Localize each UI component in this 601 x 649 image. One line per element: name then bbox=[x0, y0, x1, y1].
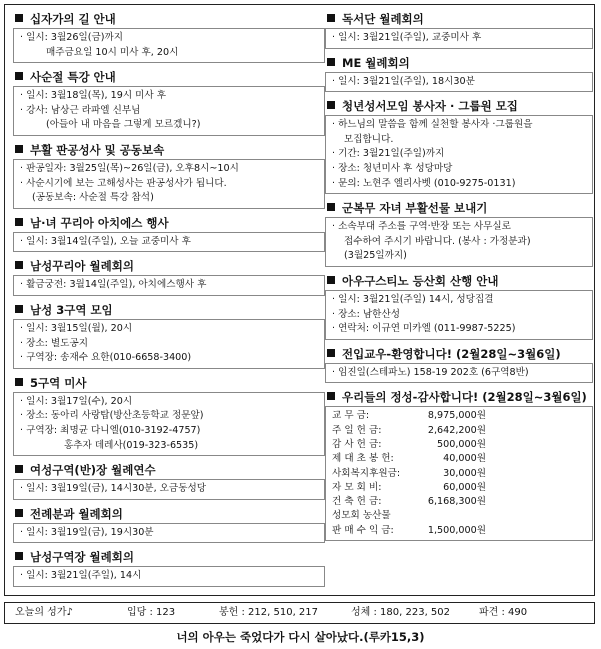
notice-section bbox=[325, 273, 593, 340]
notice-section bbox=[325, 98, 593, 194]
section-title bbox=[325, 98, 593, 115]
section-title bbox=[13, 69, 325, 86]
offering-label: 판 매 수 익 금: bbox=[332, 524, 394, 536]
notice-section bbox=[13, 11, 325, 63]
offering-amount: 500,000원 bbox=[437, 438, 486, 450]
offering-amount: 2,642,200원 bbox=[427, 424, 486, 436]
section-detail-box bbox=[13, 159, 325, 209]
section-title-text: 여성구역(반)장 월례연수 bbox=[30, 463, 156, 478]
section-title bbox=[325, 273, 593, 290]
section-title bbox=[325, 389, 593, 406]
offering-row bbox=[332, 509, 486, 523]
offering-row bbox=[332, 524, 486, 538]
notice-section bbox=[13, 302, 325, 369]
detail-line: · 문의: 노현주 엘리사벳 (010-9275-0131) bbox=[332, 177, 516, 189]
section-detail-box bbox=[13, 28, 325, 63]
detail-line: · 일시: 3월21일(주일), 14시 bbox=[20, 570, 142, 582]
detail-line: · 사순시기에 보는 고해성사는 판공성사가 됩니다. bbox=[20, 177, 227, 189]
notice-section bbox=[13, 375, 325, 456]
offering-amount: 40,000원 bbox=[443, 453, 486, 465]
square-bullet-icon bbox=[15, 145, 23, 153]
offering-amount: 1,500,000원 bbox=[427, 524, 486, 536]
section-title bbox=[13, 142, 325, 159]
detail-line: · 일시: 3월17일(수), 20시 bbox=[20, 395, 133, 407]
section-title bbox=[325, 200, 593, 217]
notice-section bbox=[13, 215, 325, 253]
section-title-text: 아우구스티노 등산회 산행 안내 bbox=[342, 273, 499, 288]
section-detail-box bbox=[325, 363, 593, 384]
detail-line: · 일시: 3월19일(금), 14시30분, 오금동성당 bbox=[20, 483, 207, 495]
offering-label: 자 모 회 비: bbox=[332, 481, 382, 493]
section-detail-box bbox=[13, 232, 325, 253]
detail-line: 매주금요일 10시 미사 후, 20시 bbox=[46, 46, 179, 58]
detail-line: · 장소: 청년미사 후 성당마당 bbox=[332, 162, 453, 174]
notice-section bbox=[13, 549, 325, 587]
square-bullet-icon bbox=[15, 72, 23, 80]
section-title bbox=[13, 302, 325, 319]
square-bullet-icon bbox=[15, 261, 23, 269]
notice-section bbox=[325, 346, 593, 384]
detail-line: · 연락처: 이규연 미카엘 (011-9987-5225) bbox=[332, 323, 516, 335]
section-detail-box bbox=[325, 290, 593, 340]
detail-line: · 소속부대 주소를 구역·반장 또는 사무실로 bbox=[332, 221, 511, 233]
section-title-text: 부활 판공성사 및 공동보속 bbox=[30, 142, 165, 157]
section-title-text: 남성 3구역 모임 bbox=[30, 302, 113, 317]
detail-line: · 장소: 동아리 사랑탑(방산초등학교 정문앞) bbox=[20, 410, 204, 422]
detail-line: · 구역장: 최명균 다니엘(010-3192-4757) bbox=[20, 424, 201, 436]
square-bullet-icon bbox=[327, 392, 335, 400]
section-detail-box bbox=[325, 406, 593, 541]
notice-section bbox=[325, 11, 593, 49]
section-detail-box bbox=[13, 566, 325, 587]
section-detail-box bbox=[325, 72, 593, 93]
offering-amount: 8,975,000원 bbox=[427, 410, 486, 422]
section-detail-box bbox=[13, 275, 325, 296]
offering-table bbox=[332, 409, 486, 538]
detail-line: 모집합니다. bbox=[344, 133, 394, 145]
square-bullet-icon bbox=[327, 58, 335, 66]
detail-line: (3월25일까지) bbox=[344, 250, 407, 262]
section-detail-box bbox=[13, 479, 325, 500]
offering-row bbox=[332, 438, 486, 452]
detail-line: 접수하여 주시기 바랍니다. (봉사 : 가정분과) bbox=[344, 235, 531, 247]
section-title bbox=[13, 462, 325, 479]
detail-line: · 일시: 3월21일(주일), 18시30분 bbox=[332, 75, 475, 87]
detail-line: · 일시: 3월19일(금), 19시30분 bbox=[20, 526, 154, 538]
detail-line: (공동보속: 사순절 특강 참석) bbox=[32, 192, 154, 204]
offering-label: 감 사 헌 금: bbox=[332, 438, 382, 450]
detail-line: · 일시: 3월15일(월), 20시 bbox=[20, 322, 133, 334]
detail-line: · 장소: 별도공지 bbox=[20, 337, 88, 349]
section-title-text: 군복무 자녀 부활선물 보내기 bbox=[342, 201, 488, 216]
section-detail-box bbox=[13, 319, 325, 369]
section-title bbox=[325, 346, 593, 363]
square-bullet-icon bbox=[327, 203, 335, 211]
offering-row bbox=[332, 481, 486, 495]
section-detail-box bbox=[13, 523, 325, 544]
section-title-text: 전입교우-환영합니다! (2월28일~3월6일) bbox=[342, 346, 561, 361]
hymn-entrance: 입당 : 123 bbox=[127, 607, 176, 618]
detail-line: 홍추자 데레사(019-323-6535) bbox=[64, 439, 199, 451]
notice-section bbox=[325, 55, 593, 93]
notice-section bbox=[13, 142, 325, 209]
hymn-label: 오늘의 성가♪ bbox=[15, 607, 73, 618]
square-bullet-icon bbox=[15, 305, 23, 313]
section-title-text: 사순절 특강 안내 bbox=[30, 70, 116, 85]
hymn-communion: 성체 : 180, 223, 502 bbox=[351, 607, 451, 618]
section-title-text: 우리들의 정성-감사합니다! (2월28일~3월6일) bbox=[342, 390, 587, 405]
notice-section bbox=[13, 258, 325, 296]
section-detail-box bbox=[13, 86, 325, 136]
offering-amount: 6,168,300원 bbox=[427, 496, 486, 508]
detail-line: · 일시: 3월14일(주일), 오늘 교중미사 후 bbox=[20, 235, 191, 247]
notice-section bbox=[13, 506, 325, 544]
hymn-recessional: 파견 : 490 bbox=[479, 607, 528, 618]
notice-section bbox=[325, 200, 593, 267]
section-title-text: 십자가의 길 안내 bbox=[30, 12, 116, 26]
notice-section bbox=[13, 69, 325, 136]
section-title-text: 전례분과 월례회의 bbox=[30, 506, 123, 521]
detail-line: · 일시: 3월18일(목), 19시 미사 후 bbox=[20, 90, 166, 102]
detail-line: · 일시: 3월21일(주일) 14시, 성당집결 bbox=[332, 293, 494, 305]
offering-row bbox=[332, 467, 486, 481]
section-title bbox=[13, 375, 325, 392]
bible-verse: 너의 아우는 죽었다가 다시 살아났다.(루카15,3) bbox=[176, 630, 425, 644]
detail-line: · 하느님의 말씀을 함께 실천할 봉사자 ·그룹원을 bbox=[332, 119, 533, 131]
square-bullet-icon bbox=[327, 276, 335, 284]
detail-line: · 구역장: 송재수 요한(010-6658-3400) bbox=[20, 352, 192, 364]
square-bullet-icon bbox=[15, 378, 23, 386]
detail-line: · 임진일(스테파노) 158-19 202호 (6구역8반) bbox=[332, 366, 529, 378]
detail-line: · 일시: 3월26일(금)까지 bbox=[20, 32, 124, 43]
section-title bbox=[13, 11, 325, 28]
detail-line: · 장소: 남한산성 bbox=[332, 308, 400, 320]
left-column bbox=[13, 11, 325, 593]
detail-line: · 판공일자: 3월25일(목)~26일(금), 오후8시~10시 bbox=[20, 162, 239, 174]
section-detail-box bbox=[13, 392, 325, 456]
section-title bbox=[13, 215, 325, 232]
offering-row bbox=[332, 452, 486, 466]
offering-label: 제 대 초 봉 헌: bbox=[332, 453, 394, 465]
section-detail-box bbox=[325, 217, 593, 267]
square-bullet-icon bbox=[15, 218, 23, 226]
section-title-text: 남·녀 꾸리아 아치에스 행사 bbox=[30, 215, 169, 230]
section-title bbox=[325, 55, 593, 72]
offering-amount: 60,000원 bbox=[443, 481, 486, 493]
offering-row bbox=[332, 495, 486, 509]
section-title bbox=[13, 258, 325, 275]
section-title-text: 남성구역장 월례회의 bbox=[30, 550, 134, 565]
detail-line: · 일시: 3월21일(주일), 교중미사 후 bbox=[332, 32, 482, 43]
square-bullet-icon bbox=[327, 349, 335, 357]
notice-board bbox=[4, 4, 595, 596]
detail-line: · 활금궁전: 3월14일(주일), 아치에스행사 후 bbox=[20, 279, 207, 291]
right-column bbox=[325, 11, 593, 547]
square-bullet-icon bbox=[327, 101, 335, 109]
section-title-text: ME 월례회의 bbox=[342, 55, 410, 70]
offering-amount bbox=[410, 509, 486, 523]
detail-line: (아들아 내 마음을 그렇게 모르겠니?) bbox=[46, 119, 201, 131]
hymn-offertory: 봉헌 : 212, 510, 217 bbox=[219, 607, 319, 618]
square-bullet-icon bbox=[15, 509, 23, 517]
offering-section bbox=[325, 389, 593, 541]
notice-section bbox=[13, 462, 325, 500]
section-title-text: 남성꾸리아 월례회의 bbox=[30, 259, 134, 274]
section-detail-box bbox=[325, 28, 593, 49]
square-bullet-icon bbox=[327, 14, 335, 22]
hymn-bar bbox=[4, 602, 595, 624]
offering-label: 성모회 농산물 bbox=[332, 510, 391, 522]
offering-label: 주 일 헌 금: bbox=[332, 424, 382, 436]
section-title-text: 독서단 월례회의 bbox=[342, 12, 424, 26]
square-bullet-icon bbox=[15, 552, 23, 560]
detail-line: · 강사: 남상근 라파엘 신부님 bbox=[20, 104, 141, 116]
section-title bbox=[13, 549, 325, 566]
offering-row bbox=[332, 424, 486, 438]
section-title-text: 청년성서모임 봉사자 · 그룹원 모집 bbox=[342, 99, 518, 114]
offering-label: 사회복지후원금: bbox=[332, 467, 401, 479]
offering-row bbox=[332, 409, 486, 423]
offering-amount: 30,000원 bbox=[443, 467, 486, 479]
offering-label: 건 축 헌 금: bbox=[332, 496, 382, 508]
section-title bbox=[325, 11, 593, 28]
detail-line: · 기간: 3월21일(주일)까지 bbox=[332, 148, 445, 160]
offering-label: 교 무 금: bbox=[332, 410, 370, 422]
section-detail-box bbox=[325, 115, 593, 194]
section-title-text: 5구역 미사 bbox=[30, 375, 87, 390]
square-bullet-icon bbox=[15, 465, 23, 473]
square-bullet-icon bbox=[15, 14, 23, 22]
section-title bbox=[13, 506, 325, 523]
